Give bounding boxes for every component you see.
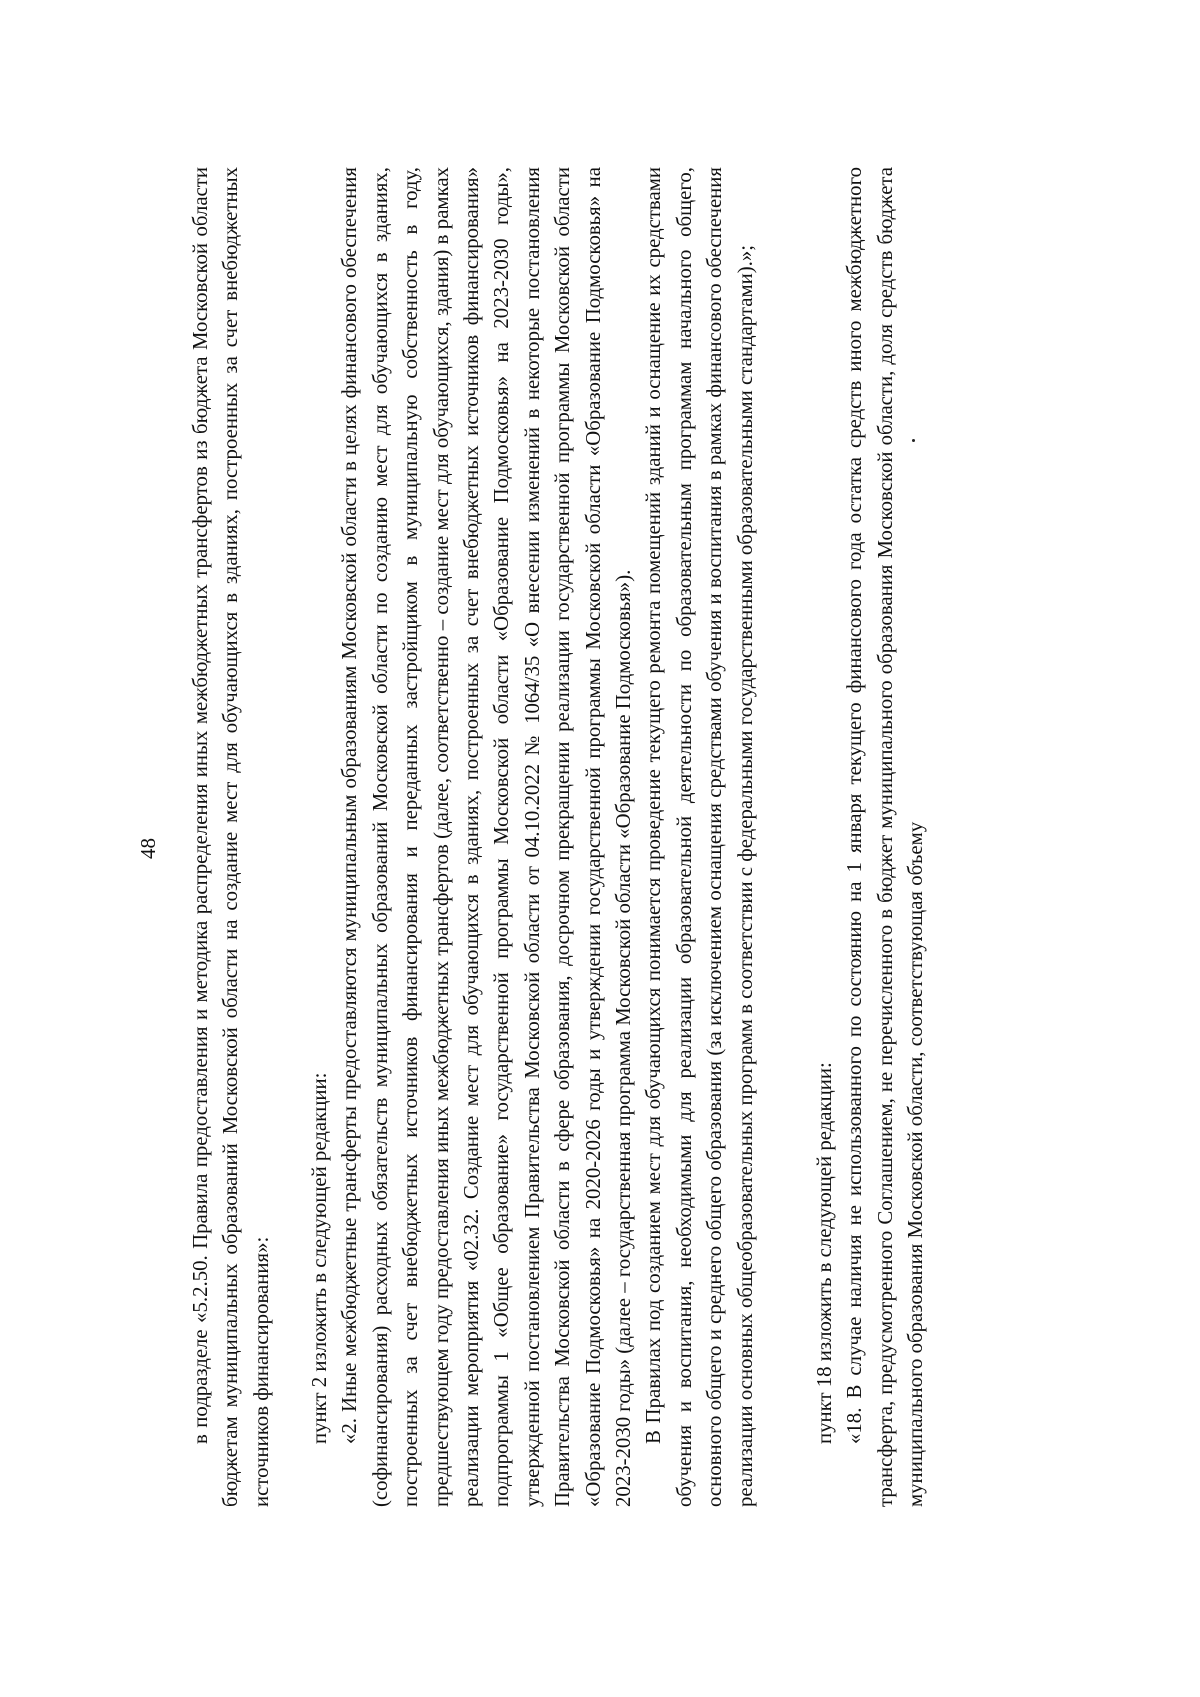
paragraph: В Правилах под созданием мест для обучающихся понимается проведение текущего ремонта помещений зданий и оснащение их средствами обучения и воспитания, необходимыми для реализации образовательной деятельности по образовательным программам начального общего, основного общего и среднего общего образования (за исключением оснащения средствами обучения и воспитания в рамках финансового обеспечения реализации основных общеобразовательных программ в соответствии с федеральными государственными образовательными стандартами).»; — [642, 167, 757, 1507]
paragraph: в подразделе «5.2.50. Правила предоставления и методика распределения иных межбюджетных трансфертов из бюджета Московской области бюджетам муниципальных образований Московской области на создание мест для обучающихся в зданиях, построенных за счет внебюджетных источников финансирования»: — [189, 167, 273, 1507]
section-point-18 — [810, 167, 932, 1507]
paragraph: «18. В случае наличия не использованного по состоянию на 1 января текущего финансового года остатка средств иного межбюджетного трансферта, предусмотренного Соглашением, не перечисленного в бюджет муниципального образования Московской области, доля средств бюджета муниципального образования Московской области, соответствующая объему — [843, 167, 928, 1507]
section-point-2 — [305, 167, 761, 1507]
scan-speck — [912, 439, 915, 442]
page-number: 48 — [136, 838, 160, 859]
point-intro: пункт 18 изложить в следующей редакции: — [813, 1062, 836, 1444]
section-5-2-50-heading — [186, 167, 277, 1507]
point-intro: пункт 2 изложить в следующей редакции: — [308, 1072, 331, 1444]
paragraph: «2. Иные межбюджетные трансферты предоставляются муниципальным образованиям Московской области в целях финансового обеспечения (софинансирования) расходных обязательств муниципальных образований Московской области по созданию мест для обучающихся в зданиях, построенных за счет внебюджетных источников финансирования и переданных застройщиком в муниципальную собственность в году, предшествующем году предоставления иных межбюджетных трансфертов (далее, соответственно – создание мест для обучающихся, здания) в рамках реализации мероприятия «02.32. Создание мест для обучающихся в зданиях, построенных за счет внебюджетных источников финансирования» подпрограммы 1 «Общее образование» государственной программы Московской области «Образование Подмосковья» на 2023-2030 годы», утвержденной постановлением Правительства Московской области от 04.10.2022 № 1064/35 «О внесении изменений в некоторые постановления Правительства Московской области в сфере образования, досрочном прекращении реализации государственной программы Московской области «Образование Подмосковья» на 2020-2026 годы и утверждении государственной программы Московской области «Образование Подмосковья» на 2023-2030 годы» (далее – государственная программа Московской области «Образование Подмосковья»). — [338, 167, 636, 1507]
